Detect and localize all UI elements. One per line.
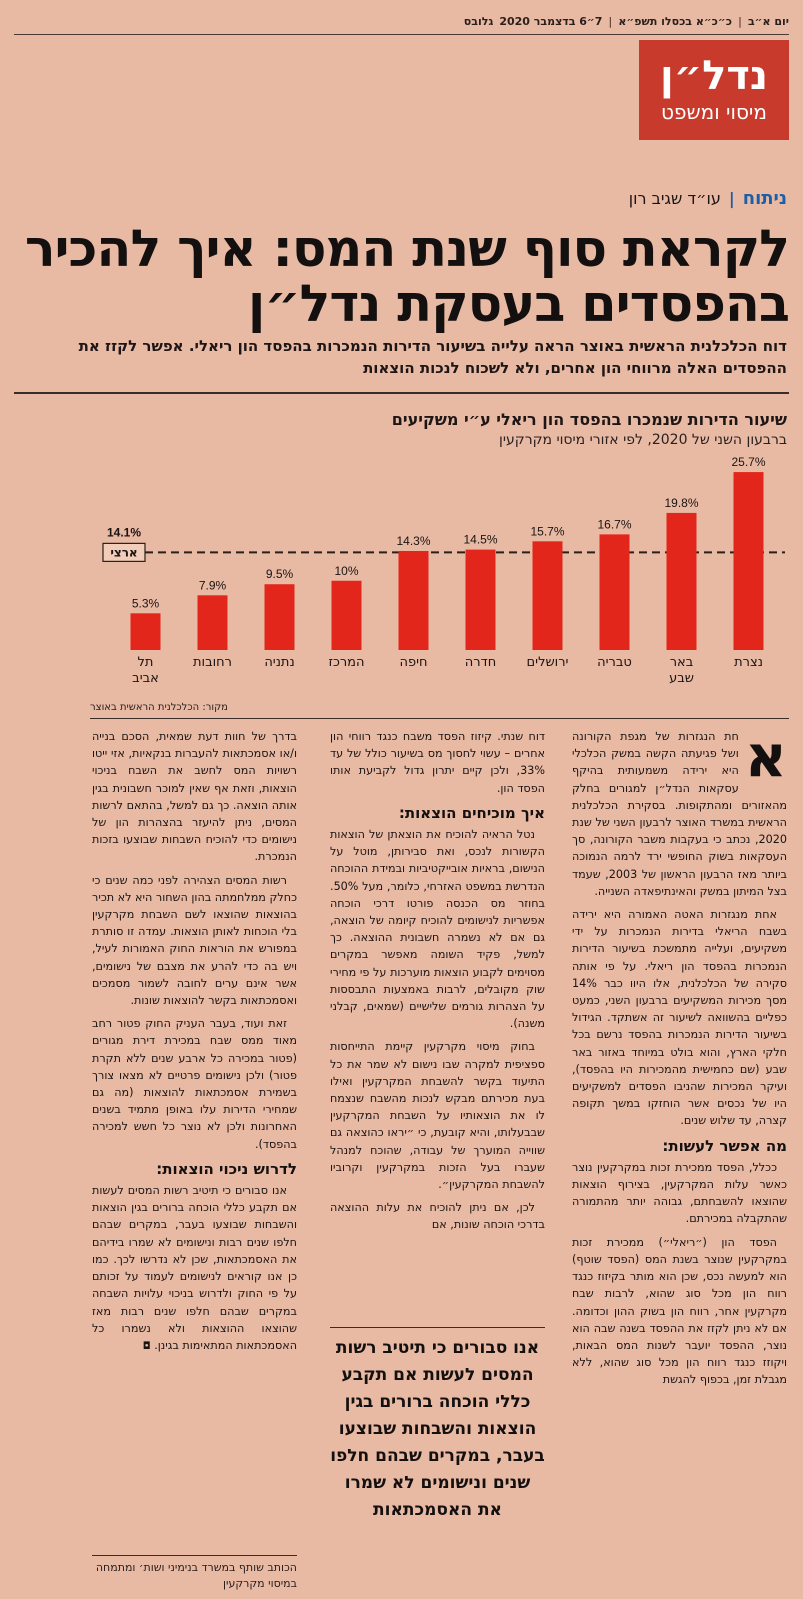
subheadline: דוח הכלכלנית הראשית באוצר הראה עלייה בשיעור הדירות הנמכרות בהפסד הון ריאלי. אפשר לקזז את ההפסדים האלה מרווחי הון אחרים, ולא לשכוח לנכות הוצאות bbox=[78, 337, 787, 377]
paragraph bbox=[572, 722, 787, 900]
article-column-3 bbox=[92, 728, 297, 1361]
paragraph: לכן, אם ניתן להוכיח את עלות ההוצאה בדרכי הוכחה שונות, אם bbox=[330, 1201, 545, 1232]
divider bbox=[14, 392, 789, 394]
bar bbox=[734, 472, 764, 650]
category-label: תל bbox=[137, 655, 154, 670]
category-label: רחובות bbox=[193, 655, 232, 670]
gregorian-date: 7״6 בדצמבר 2020 bbox=[499, 14, 603, 28]
data-label: 16.7% bbox=[597, 517, 632, 532]
reference-value: 14.1% bbox=[106, 525, 142, 540]
paragraph: דוח שנתי. קיזוז הפסד משבח כנגד רווחי הון אחרים – עשוי לחסוך מס בשיעור כולל של עד 33%, ולכן קיים יתרון גדול לקביעת אותו הפסד הון. bbox=[330, 730, 545, 795]
paragraph: נטל הראיה להוכיח את הוצאתן של הוצאות הקשורות לנכס, ואת סבירותן, מוטל על הנישום, בראיות אובייקטיביות ובמידת ההוכחה הנדרשת במשפט האזרחי, כלומר, מעל 50%. בחוזר מס הכנסה פורטו דרכי הוכחה אפשריות לנישומים להוכיח קיומה של הוצאה, גם אם לא נשמרה חשבונית ההוצאה. כך למשל, פקיד השומה מאפשר במקרים מסוימים לקבוע הוצאות מוערכות על פי מחירי שוק מקובלים, לרבות באמצעות התבססות על הצהרות גורמים שלישיים (שמאים, קבלני משנה). bbox=[330, 828, 545, 1031]
paragraph: הפסד הון (״ריאלי״) ממכירת זכות במקרקעין שנוצר בשנת המס (הפסד שוטף) הוא למעשה נכס, שכן הוא מותר בקיזוז כנגד רווח הון מכל סוג שהוא, לרבות שבח מקרקעין אחר, רווח הון בשוק ההון וכדומה. אם לא ניתן לקזז את ההפסד בשנה שבה הוא נוצר, ההפסד יועבר לשנות המס הבאות, ויקוזז כנגד רווח הון מכל סוג שהוא, ללא מגבלת זמן, בכפוף להגשת bbox=[572, 1235, 787, 1387]
paragraph-text: אנו סבורים כי תיטיב רשות המסים לעשות אם תקבע כללי הוכחה ברורים בגין הוצאות והשבחות שבוצעו בעבר, במקרים שבהם חלפו שנים רבות ונישומים לא שמרו בידיהם את האסמכתאות, שכן לא נדרשו לכך. כמו כן אנו קוראים לנישומים לעמוד על זכותם על פי החוק ולדרוש בניכוי עלויות השבחה במקרים שבהם חלפו שנים רבות מאז שהוצאו ההוצאות ולא נשמרו כל האסמכתאות המתאימות בגינן. bbox=[92, 1184, 297, 1352]
section-badge bbox=[639, 40, 789, 140]
category-label: אביב bbox=[132, 671, 159, 686]
paragraph bbox=[92, 1182, 297, 1355]
reference-label: ארצי bbox=[110, 545, 138, 560]
issue-header bbox=[14, 10, 789, 32]
section-heading: לדרוש ניכוי הוצאות: bbox=[156, 1159, 297, 1178]
category-label: באר bbox=[669, 655, 694, 670]
author-note: הכותב שותף במשרד בנימיני ושות׳ ומתמחה במיסוי מקרקעין bbox=[92, 1555, 297, 1592]
article-column-2 bbox=[330, 728, 545, 1240]
section-heading: איך מוכיחים הוצאות: bbox=[398, 803, 545, 822]
bar bbox=[332, 581, 362, 650]
paragraph: בחוק מיסוי מקרקעין קיימת התייחסות ספציפית למקרה שבו נישום לא שמר את כל התיעוד בקשר להשבחת המקרקעין ואילו בעת מכירתם מבקש לנכות מהשבח שנצמח לו את הוצאותיו על השבחת המקרקעין שבבעלותו, והיא קובעת, כי ״יראו כהוצאה גם שווייה המוערך של עבודה, שהוכח למנהל שעברו בעל הזכות במקרקעין וקרוביו להשבחת המקרקעין״. bbox=[330, 1040, 545, 1192]
data-label: 15.7% bbox=[530, 524, 565, 539]
paragraph: זאת ועוד, בעבר העניק החוק פטור רחב מאוד ממס שבח במכירת דירת מגורים (פטור במכירה כל ארבע שנים ללא תקרת פטור) ולכן נישומים פרטיים לא מצאו צורך בשמירת אסמכתאות להוצאות (מה גם שמחירי הדירות עלו באופן מתמיד בשנים האחרונות ולכן לא נוצר כל חשש למכירה בהפסד). bbox=[92, 1017, 297, 1151]
article-column-1 bbox=[572, 722, 787, 1395]
paragraph: אחת מנגזרות האטה האמורה היא ירידה בשבח הריאלי בדירות הנמכרות על ידי משקיעים, ועלייה מתמשכת בשיעור הדירות הנמכרות בהפסד הון ריאלי. על פי אותה סקירה של הכלכלנית, אלו היוו כבר 14% מסך מכירות המשקיעים ברבעון השני, כמעט כפליים בהשוואה לשיעור זה אשתקד. הגידול בשיעור הדירות הנמכרות בהפסד נרשם בכל חלקי הארץ, והוא בולט במיוחד באזור באר שבע (שם כחמישית מהמכירות היו בהפסד), ועיקר המכירות שהניבו הפסדים למשקיעים היו של נכסים אשר הוחזקו במשך תקופה קצרה, עד שלוש שנים. bbox=[572, 908, 787, 1128]
category-label: נצרת bbox=[734, 655, 763, 670]
paragraph: רשות המסים הצהירה לפני כמה שנים כי כחלק ממלחמתה בהון השחור היא לא תכיר בהוצאות שהוצאו לשם השבחת מקרקעין בלי הוכחות לאותן הוצאות. עמדה זו סותרת במפורש את הוראות החוק האמורות לעיל, ויש בה כדי להרע את מצבם של נישומים, אשר אינם ערים לחובה לשמור מסמכים ואסמכתאות בקשר להוצאות שונות. bbox=[92, 873, 297, 1008]
data-label: 14.5% bbox=[463, 532, 498, 547]
data-label: 14.3% bbox=[396, 534, 431, 548]
author: עו״ד שגיב רון bbox=[628, 189, 721, 208]
divider bbox=[330, 1327, 545, 1328]
bar bbox=[466, 550, 496, 650]
separator: | bbox=[737, 14, 742, 28]
chart-subtitle: ברבעון השני של 2020, לפי אזורי מיסוי מקרקעין bbox=[499, 432, 787, 448]
drop-cap: א bbox=[744, 722, 787, 790]
bar bbox=[533, 541, 563, 650]
paragraph: בדרך של חוות דעת שמאית, הסכם בנייה ו/או אסמכתאות להעברות בנקאיות, אזי ייטו רשויות המס לחשב את השבח בניכוי הוצאות, וזאת אף שאין למוכר חשבונית בגין אותה הוצאה. כך גם למשל, בהתאם לרשות המסים, ניתן להיעזר בהצהרות הון של נישומים כדי להוכיח השבחות שבוצעו בזכות הנמכרת. bbox=[92, 730, 297, 864]
separator: | bbox=[728, 189, 735, 208]
category-label: טבריה bbox=[597, 655, 632, 670]
section-title: נדל״ן bbox=[660, 53, 768, 99]
bar bbox=[131, 613, 161, 650]
bar bbox=[265, 584, 295, 650]
chart-title: שיעור הדירות שנמכרו בהפסד הון ריאלי ע״י משקיעים bbox=[391, 410, 787, 429]
bar bbox=[198, 595, 228, 650]
data-label: 7.9% bbox=[198, 578, 227, 593]
divider bbox=[90, 718, 789, 719]
category-label: שבע bbox=[669, 671, 694, 686]
data-label: 10% bbox=[334, 563, 359, 578]
category-label: המרכז bbox=[328, 655, 365, 670]
bar-chart bbox=[85, 455, 790, 705]
bar bbox=[600, 534, 630, 650]
data-label: 5.3% bbox=[131, 596, 160, 611]
category-label: ירושלים bbox=[526, 655, 569, 670]
bar bbox=[399, 551, 429, 650]
byline bbox=[629, 188, 787, 209]
day-label: יום א״ב bbox=[747, 14, 789, 28]
bar bbox=[667, 513, 697, 650]
headline: לקראת סוף שנת המס: איך להכיר בהפסדים בעסקת נדל״ן bbox=[24, 220, 789, 334]
paragraph: ככלל, הפסד ממכירת זכות במקרקעין נוצר כאשר עלות המקרקעין, בצירוף הוצאות שהוצאו להשבחתם, גבוהה יותר מהתמורה שהתקבלה במכירתם. bbox=[572, 1160, 787, 1226]
category-label: חיפה bbox=[399, 655, 428, 670]
kicker: ניתוח bbox=[742, 188, 787, 209]
data-label: 9.5% bbox=[265, 567, 294, 582]
paragraph-text: חת הנגזרות של מגפת הקורונה ושל פגיעתה הקשה במשק הכלכלי היא ירידה משמעותית בהיקף עסקאות הנדל״ן למגורים בחלק מהאזורים ומהתקופות. בסקירת הכלכלנית הראשית במשרד האוצר לרבעון השני של שנת 2020, נכתב כי בעקבות משבר הקורונה, סך העסקאות בשוק החופשי ירד לרמה הנמוכה ביותר מאז הרבעון הראשון של 2003, שעמד בצל המיתון במשק והאינתיפאדה השנייה. bbox=[572, 730, 787, 898]
chart-source: מקור: הכלכלנית הראשית באוצר bbox=[90, 702, 228, 713]
data-label: 25.7% bbox=[731, 455, 766, 470]
separator: | bbox=[608, 14, 613, 28]
category-label: נתניה bbox=[264, 655, 295, 670]
data-label: 19.8% bbox=[664, 495, 699, 510]
paper-name: גלובס bbox=[463, 14, 494, 28]
section-heading: מה אפשר לעשות: bbox=[662, 1136, 787, 1155]
end-mark-icon: ◘ bbox=[142, 1340, 151, 1352]
divider bbox=[14, 34, 789, 35]
hebrew-date: כ״כ״א בכסלו תשפ״א bbox=[618, 14, 732, 28]
pull-quote: אנו סבורים כי תיטיב רשות המסים לעשות אם תקבע כללי הוכחה ברורים בגין הוצאות והשבחות שבוצעו בעבר, במקרים שבהם חלפו שנים ונישומים לא שמרו את האסמכתאות bbox=[330, 1338, 545, 1520]
category-label: חדרה bbox=[464, 655, 497, 670]
section-subtitle: מיסוי ומשפט bbox=[661, 100, 767, 124]
